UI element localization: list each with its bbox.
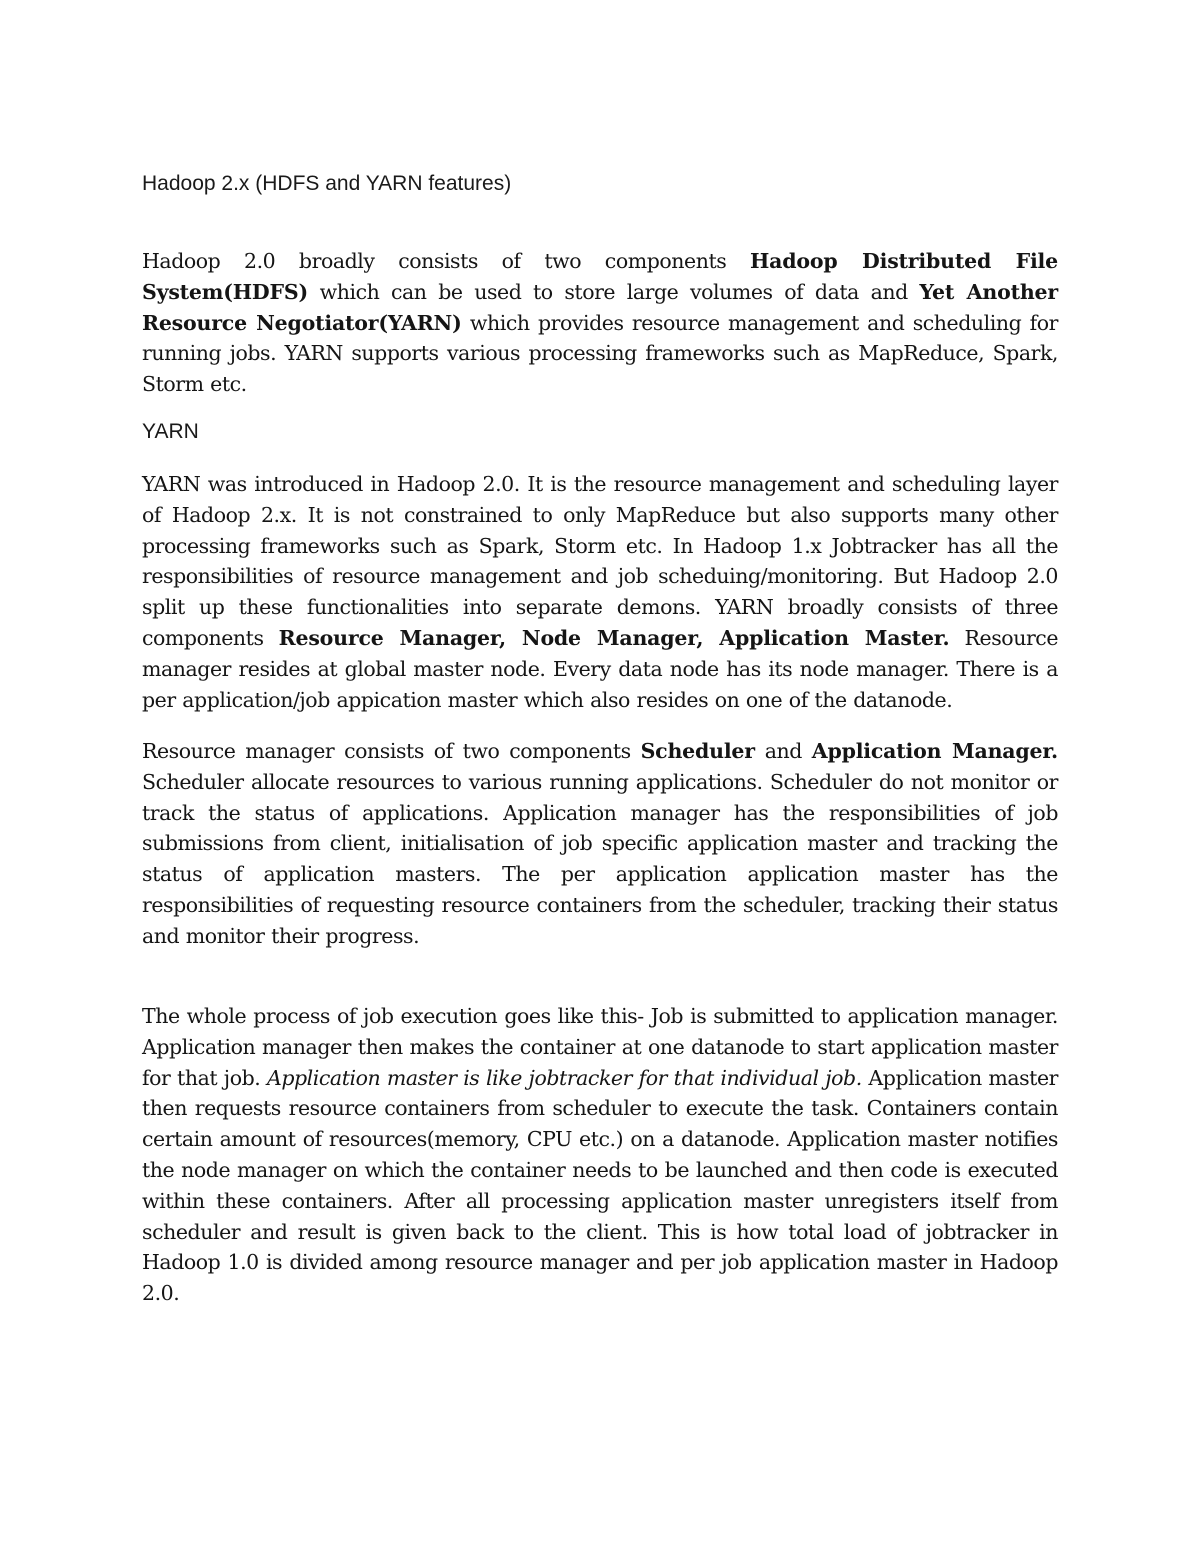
process-italic-note: Application master is like jobtracker for that individual job.	[266, 1065, 862, 1090]
document-title: Hadoop 2.x (HDFS and YARN features)	[142, 172, 512, 195]
intro-bold-yarn: Yet Another Resource Negotiator(YARN)	[142, 279, 1058, 335]
process-paragraph	[142, 1001, 1058, 1309]
rm-bold-scheduler: Scheduler	[640, 739, 755, 763]
rm-text-1: Resource manager consists of two components	[142, 739, 641, 763]
yarn-text-1: YARN was introduced in Hadoop 2.0. It is the resource management and scheduling layer of Hadoop 2.x. It is not constrained to only MapReduce but also supports many other processing frameworks such as Spark, Storm etc. In Hadoop 1.x Jobtracker has all the responsibilities of resource management and job scheduing/monitoring. But Hadoop 2.0 split up these functionalities into separate demons. YARN broadly consists of three components	[142, 472, 1058, 650]
yarn-heading: YARN	[142, 420, 199, 443]
intro-text-1: Hadoop 2.0 broadly consists of two components	[142, 249, 751, 273]
rm-bold-application-manager: Application Manager.	[811, 739, 1058, 763]
rm-text-3: Scheduler allocate resources to various running applications. Scheduler do not monitor or track the status of applications. Application manager has the responsibilities of job submissions from client, initialisation of job specific application master and tracking the status of application masters. The per application application master has the responsibilities of requesting resource containers from the scheduler, tracking their status and monitor their progress.	[142, 769, 1058, 948]
rm-text-2: and	[754, 739, 812, 763]
yarn-text-2: Resource manager resides at global master node. Every data node has its node manager. There is a per application/job appication master which also resides on one of the datanode.	[142, 625, 1059, 712]
process-text-1: The whole process of job execution goes like this- Job is submitted to application manager. Application manager then makes the container at one datanode to start application master for that job.	[142, 1004, 1058, 1090]
intro-text-2: which can be used to store large volumes of data and	[307, 279, 920, 304]
yarn-paragraph	[142, 469, 1058, 715]
yarn-bold-components: Resource Manager, Node Manager, Application Master.	[278, 625, 950, 650]
intro-paragraph	[142, 246, 1058, 400]
intro-bold-hdfs: Hadoop Distributed File System(HDFS)	[142, 249, 1058, 304]
resource-manager-paragraph	[142, 736, 1058, 952]
process-text-2: Application master then requests resource containers from scheduler to execute the task. Containers contain certain amount of resources(memory, CPU etc.) on a datanode. Application master notifies the node manager on which the container needs to be launched and then code is executed within these containers. After all processing application master unregisters itself from scheduler and result is given back to the client. This is how total load of jobtracker in Hadoop 1.0 is divided among resource manager and per job application master in Hadoop 2.0.	[142, 1065, 1058, 1306]
intro-text-3: which provides resource management and scheduling for running jobs. YARN supports various processing frameworks such as MapReduce, Spark, Storm etc.	[142, 310, 1058, 397]
